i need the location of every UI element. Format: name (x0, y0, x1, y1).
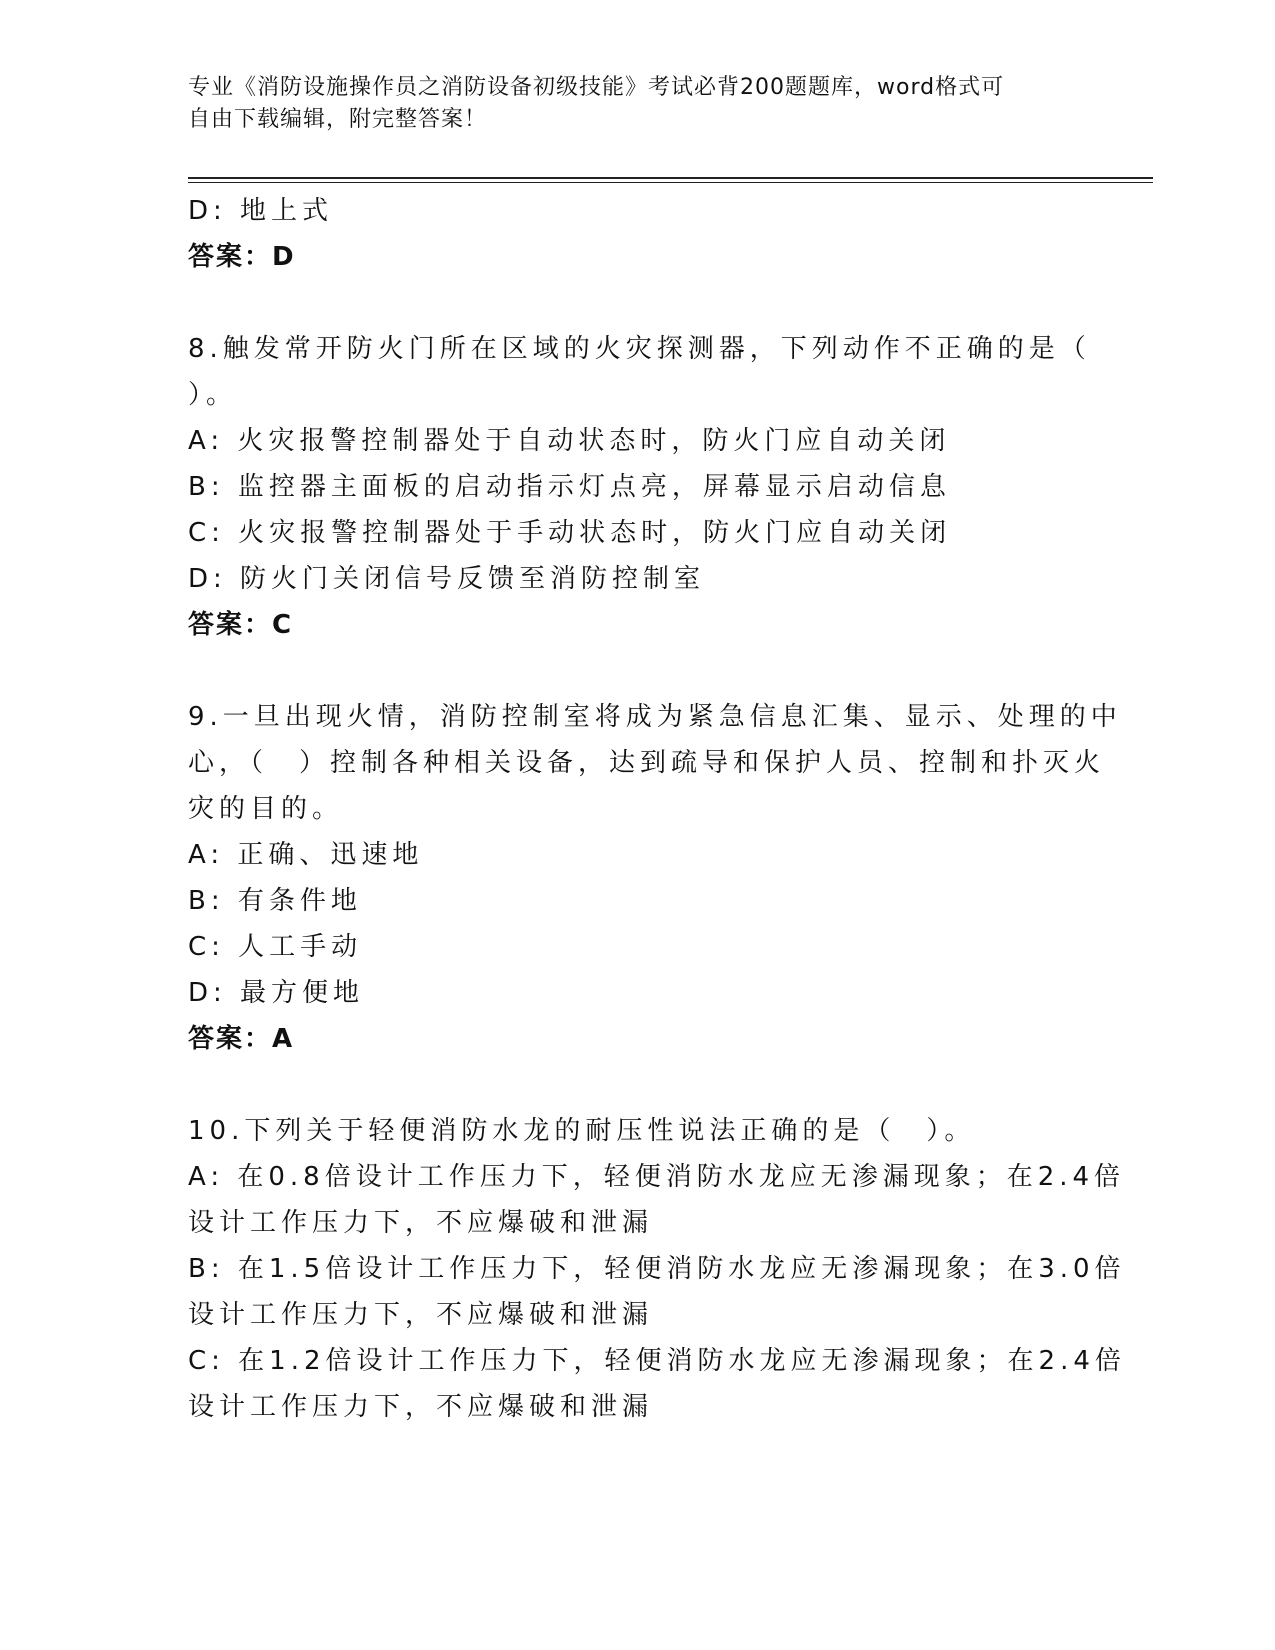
q9-option-a: A: 正确、迅速地 (188, 840, 424, 870)
q10-option-c-line-2: 设计工作压力下，不应爆破和泄漏 (188, 1392, 654, 1422)
q10-stem: 10.下列关于轻便消防水龙的耐压性说法正确的是（ ）。 (188, 1116, 976, 1146)
header-title-line-2: 自由下载编辑，附完整答案！ (188, 107, 488, 132)
q8-stem-line-2: ）。 (188, 380, 238, 410)
q8-option-b: B: 监控器主面板的启动指示灯点亮，屏幕显示启动信息 (188, 472, 951, 502)
q8-option-c: C: 火灾报警控制器处于手动状态时，防火门应自动关闭 (188, 518, 952, 548)
question-9 (188, 694, 1122, 1062)
spacer (188, 280, 1088, 326)
q9-stem-line-1: 9.一旦出现火情，消防控制室将成为紧急信息汇集、显示、处理的中 (188, 702, 1122, 732)
q8-option-d: D: 防火门关闭信号反馈至消防控制室 (188, 564, 706, 594)
q9-answer: 答案：A (188, 1024, 295, 1054)
q9-option-b: B: 有条件地 (188, 886, 362, 916)
q10-option-c-line-1: C: 在1.2倍设计工作压力下，轻便消防水龙应无渗漏现象；在2.4倍 (188, 1346, 1126, 1376)
spacer (188, 648, 1088, 694)
question-7-tail (188, 188, 1088, 280)
q10-option-a-line-1: A: 在0.8倍设计工作压力下，轻便消防水龙应无渗漏现象；在2.4倍 (188, 1162, 1126, 1192)
q7-option-d: D: 地上式 (188, 196, 334, 226)
q9-option-c: C: 人工手动 (188, 932, 363, 962)
q7-answer: 答案：D (188, 242, 296, 272)
q10-option-a-line-2: 设计工作压力下，不应爆破和泄漏 (188, 1208, 654, 1238)
question-8 (188, 326, 1091, 648)
header-divider (188, 177, 1153, 179)
q9-stem-line-2: 心，（ ）控制各种相关设备，达到疏导和保护人员、控制和扑灭火 (188, 748, 1106, 778)
q10-option-b-line-2: 设计工作压力下，不应爆破和泄漏 (188, 1300, 654, 1330)
question-list (188, 188, 1126, 1430)
q8-answer: 答案：C (188, 610, 294, 640)
spacer (188, 1062, 1088, 1108)
q9-option-d: D: 最方便地 (188, 978, 365, 1008)
q9-stem-line-3: 灾的目的。 (188, 794, 344, 824)
q10-option-b-line-1: B: 在1.5倍设计工作压力下，轻便消防水龙应无渗漏现象；在3.0倍 (188, 1254, 1126, 1284)
q8-option-a: A: 火灾报警控制器处于自动状态时，防火门应自动关闭 (188, 426, 951, 456)
question-10 (188, 1108, 1126, 1430)
q8-stem-line-1: 8.触发常开防火门所在区域的火灾探测器，下列动作不正确的是（ (188, 334, 1091, 364)
page-header (188, 72, 1068, 136)
header-title-line-1: 专业《消防设施操作员之消防设备初级技能》考试必背200题题库，word格式可 (188, 75, 1005, 100)
